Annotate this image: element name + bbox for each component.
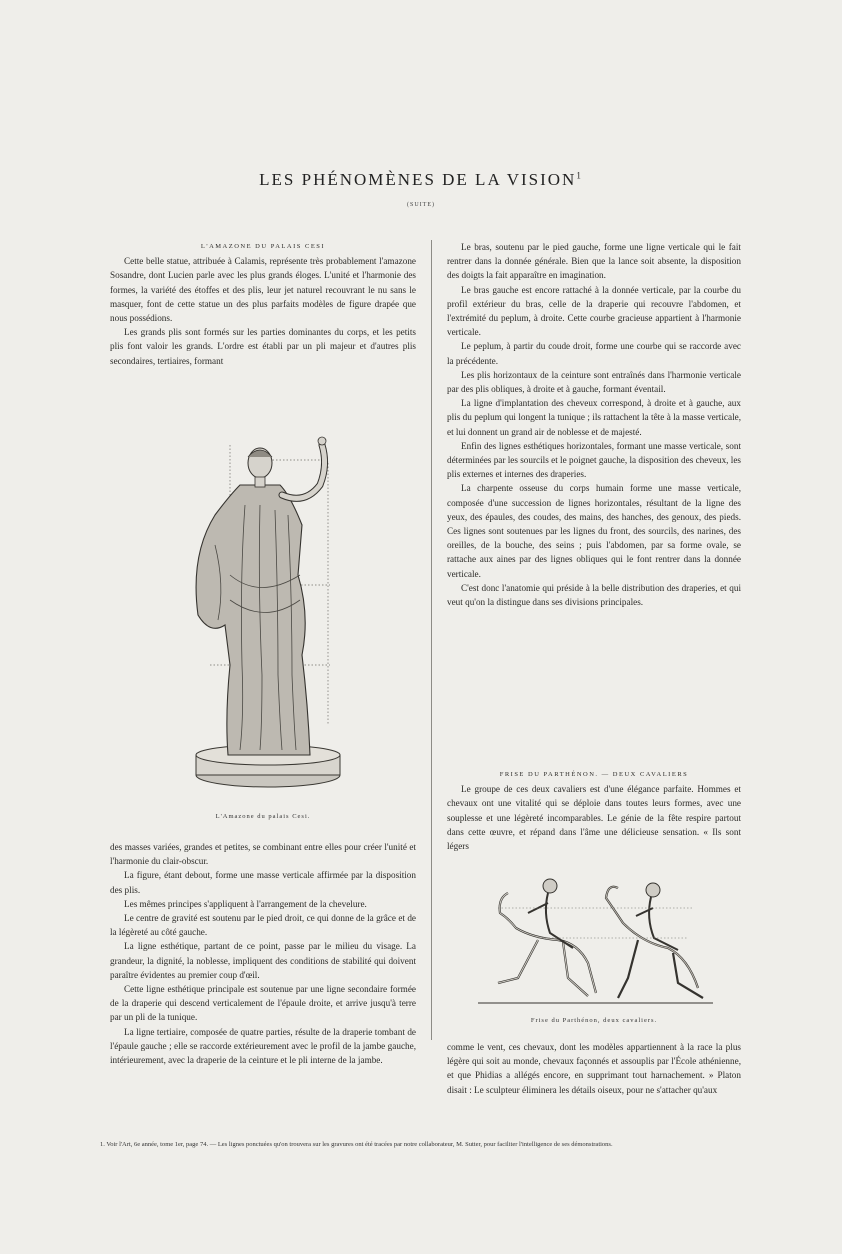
right-column-frieze-section — [447, 768, 741, 853]
paragraph: Le bras gauche est encore rattaché à la donnée verticale, par la courbe du profil extérieur du bras, celle de la draperie qui recouvre l'abdomen, et l'extrémité du peplum, à droite. Cette courbe gracieuse appartient à l'harmonie verticale. — [447, 284, 741, 338]
section-heading-frieze: FRISE DU PARTHÉNON. — DEUX CAVALIERS — [499, 771, 689, 778]
paragraph: Le centre de gravité est soutenu par le pied droit, ce qui donne de la grâce et de la légèreté au côté gauche. — [110, 913, 416, 938]
amazone-statue-illustration — [170, 425, 370, 805]
footnote: 1. Voir l'Art, 6e année, tome 1er, page 74. — Les lignes ponctuées qu'on trouvera sur les gravures ont été tracées par notre collaborateur, M. Sutter, pour faciliter l'intelligence de ses démonstrations. — [100, 1141, 613, 1148]
title-footnote-mark: 1 — [576, 170, 583, 181]
paragraph: Les mêmes principes s'appliquent à l'arrangement de la chevelure. — [124, 898, 367, 909]
paragraph: Les grands plis sont formés sur les parties dominantes du corps, et les petits plis font valoir les grands. L'ordre est établi par un pli majeur et d'autres plis secondaires, tertiaires, formant — [110, 327, 416, 366]
left-column-top — [110, 240, 416, 368]
paragraph: La ligne d'implantation des cheveux correspond, à droite et à gauche, aux plis du peplum qui longent la tunique ; ils rattachent la tête à la masse verticale, et lui donnent un grand air de noblesse et de majesté. — [447, 398, 741, 437]
paragraph: Cette belle statue, attribuée à Calamis, représente très probablement l'amazone Sosandre, dont Lucien parle avec les plus grands éloges. L'unité et l'harmonie des formes, la variété des étoffes et des plis, leur jet naturel recouvrant le nu sans le masquer, font de cette statue un des plus parfaits modèles de figure drapée que nous possédions. — [110, 256, 416, 324]
paragraph: La ligne tertiaire, composée de quatre parties, résulte de la draperie tombant de l'épaule gauche ; elle se raccorde extérieurement avec le profil de la jambe gauche, intérieurement, avec la draperie de la ceinture et le pli interne de la jambe. — [110, 1026, 416, 1066]
left-column-bottom — [110, 840, 416, 1067]
paragraph: Le groupe de ces deux cavaliers est d'une élégance parfaite. Hommes et chevaux ont une vitalité qui se déploie dans toutes leurs formes, avec une souplesse et une légèreté incomparables. Le génie de la fête respire partout dans cette œuvre, et répand dans l'âme une délicieuse sensation. « Ils sont légers — [447, 784, 741, 852]
paragraph: Le peplum, à partir du coude droit, forme une courbe qui se raccorde avec la précédente. — [447, 341, 741, 366]
page-subtitle: (SUITE) — [407, 202, 435, 208]
paragraph: comme le vent, ces chevaux, dont les modèles appartiennent à la race la plus légère qui soit au monde, chevaux façonnés et assouplis par l'École athénienne, et que Phidias a allégés encore, en supprimant tout harnachement. » Platon disait : Le sculpteur éliminera les détails oiseux, pour ne s'attacher qu'aux — [447, 1042, 741, 1095]
statue-caption: L'Amazone du palais Cesi. — [215, 813, 311, 820]
paragraph: Enfin des lignes esthétiques horizontales, formant une masse verticale, sont déterminées par les sourcils et le poignet gauche, la disposition des cheveux, les plis externes et internes des draperies. — [447, 440, 741, 480]
parthenon-frieze-illustration — [478, 868, 713, 1010]
paragraph: La ligne esthétique, partant de ce point, passe par le milieu du visage. La grandeur, la dignité, la noblesse, impliquent des conditions de stabilité qui doivent paraître évidentes au premier coup d'œil. — [110, 941, 416, 980]
section-heading-amazone: L'AMAZONE DU PALAIS CESI — [200, 243, 326, 250]
frieze-caption: Frise du Parthénon, deux cavaliers. — [530, 1017, 658, 1024]
paragraph: Les plis horizontaux de la ceinture sont entraînés dans l'harmonie verticale par des plis obliques, à droite et à gauche, formant éventail. — [447, 369, 741, 395]
page-title — [0, 170, 842, 190]
right-column-bottom — [447, 1040, 741, 1097]
column-divider — [431, 240, 432, 1040]
paragraph: Cette ligne esthétique principale est soutenue par une ligne secondaire formée de la draperie qui descend verticalement de l'épaule droite, et arrive jusqu'à terre par un pli de la tunique. — [110, 984, 416, 1023]
right-column-top — [447, 240, 741, 609]
paragraph: La charpente osseuse du corps humain forme une masse verticale, composée d'une succession de lignes horizontales, résultant de la ligne des yeux, des épaules, des coudes, des mains, des hanches, des genoux, des pieds. Ces lignes sont soutenues par les lignes du front, des sourcils, des narines, des oreilles, de la bouche, des seins ; puis l'abdomen, par sa forme ovale, se rattache aux aines par des lignes obliques qui le font rentrer dans la donnée verticale. — [447, 483, 741, 579]
paragraph: La figure, étant debout, forme une masse verticale affirmée par la disposition des plis. — [110, 870, 416, 895]
paragraph: des masses variées, grandes et petites, se combinant entre elles pour créer l'unité et l'harmonie du clair-obscur. — [110, 842, 416, 867]
title-text: LES PHÉNOMÈNES DE LA VISION — [259, 170, 577, 189]
paragraph: Le bras, soutenu par le pied gauche, forme une ligne verticale qui le fait rentrer dans la donnée générale. Bien que la lance soit absente, la disposition des doigts la fait apparaître en imagination. — [447, 242, 741, 281]
paragraph: C'est donc l'anatomie qui préside à la belle distribution des draperies, et qui veut qu'on la distingue dans ses divisions principales. — [447, 582, 741, 608]
